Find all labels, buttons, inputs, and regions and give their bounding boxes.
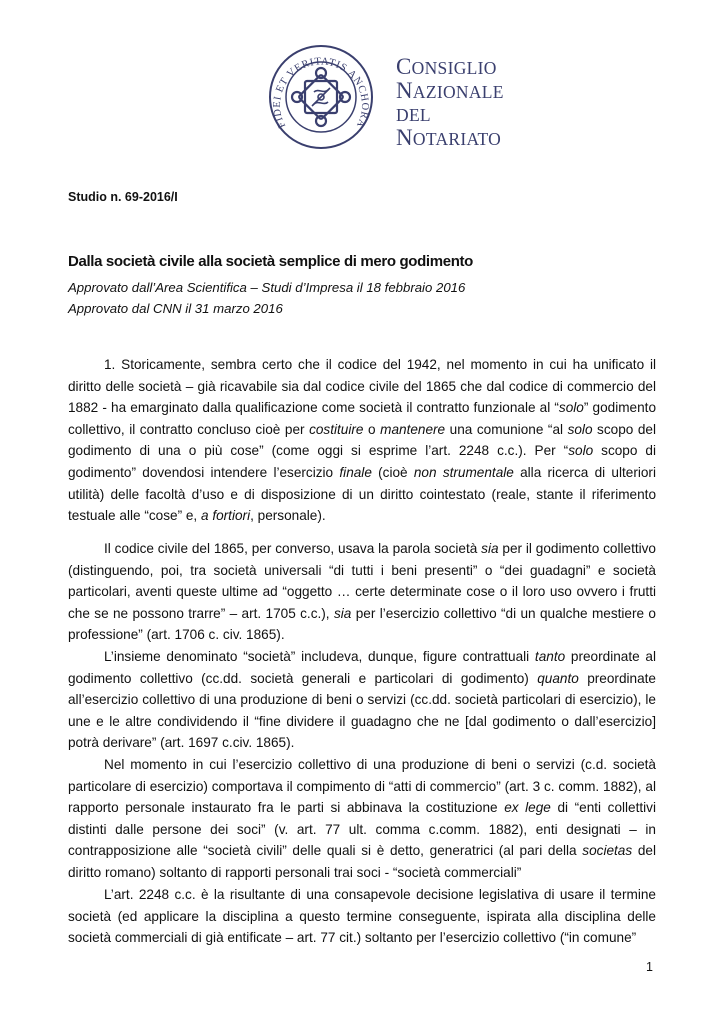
page-number: 1: [646, 960, 653, 974]
organization-name: [396, 56, 504, 150]
italic-text: solo: [567, 421, 593, 437]
org-line-1: CONSIGLIO: [396, 54, 497, 79]
italic-text: costituire: [309, 421, 364, 437]
paragraph: 1. Storicamente, sembra certo che il codice del 1942, nel momento in cui ha unificato il diritto delle società – già ricavabile sia dal codice civile del 1865 che dal codice di commercio del 1882 - ha emarginato dalla qualificazione come società il contratto funzionale al “solo” godimento collettivo, il contratto concluso cioè per costituire o mantenere una comunione “al solo scopo del godimento di una o più cose” (come oggi si esprime l’art. 2248 c.c.). Per “solo scopo di godimento” dovendosi intendere l’esercizio finale (cioè non strumentale alla ricerca di ulteriori utilità) delle facoltà d’uso e di disposizione di un diritto cointestato (reale, stante il riferimento testuale alle “cose” e, a fortiori, personale).: [68, 357, 657, 524]
italic-text: sia: [333, 605, 352, 621]
italic-text: mantenere: [380, 421, 446, 437]
org-line-4: NOTARIATO: [396, 124, 502, 150]
italic-text: solo: [558, 400, 584, 416]
italic-text: sia: [481, 541, 499, 556]
italic-text: a fortiori: [200, 508, 251, 524]
italic-text: non strumentale: [413, 464, 514, 480]
seal-motto: FIDEI ET VERITATIS ANCHORA: [271, 56, 371, 130]
italic-text: societas: [582, 843, 633, 859]
italic-text: quanto: [537, 670, 579, 686]
body-text-block-1: [68, 354, 656, 527]
italic-text: ex lege: [504, 800, 551, 816]
org-line-2: NAZIONALE: [396, 77, 504, 103]
paragraph: L’art. 2248 c.c. è la risultante di una consapevole decisione legislativa di usare il termine società (ed applicare la disciplina a questo termine conseguente, ispirata alla disciplina delle società commerciali di già entificate – art. 77 cit.) soltanto per l’esercizio collettivo (“in comune”: [68, 887, 656, 946]
cnn-seal-logo: [268, 44, 374, 150]
italic-text: finale: [339, 464, 372, 480]
body-text-block-2: [68, 538, 656, 884]
paragraph: Nel momento in cui l’esercizio collettivo di una produzione di beni o servizi (c.d. società particolare di esercizio) comportava il compimento di “atti di commercio” (art. 3 c. comm. 1882), al rapporto personale instaurato fra le parti si abbinava la costituzione ex lege di “enti collettivi distinti dalle persone dei soci” (v. art. 77 ult. comma c.comm. 1882), enti designati – in contrapposizione alle “società civili” delle quali si è detto, generatrici (al pari della societas del diritto romano) soltanto di rapporti personali trai soci - “società commerciali”: [68, 756, 657, 880]
body-text-block-3: [68, 884, 656, 949]
italic-text: solo: [568, 443, 594, 459]
study-number: Studio n. 69-2016/I: [68, 190, 178, 204]
paragraph: L’insieme denominato “società” includeva, dunque, figure contrattuali tanto preordinate al godimento collettivo (cc.dd. società generali e particolari di godimento) quanto preordinate all’esercizio collettivo di una produzione di beni o servizi (cc.dd. società particolari di esercizio), le une e le altre condividendo il “fine dividere il guadagno che ne [dal godimento o dall’esercizio] potrà derivare” (art. 1697 c.civ. 1865).: [68, 648, 657, 751]
org-line-3: DEL: [396, 105, 431, 125]
approval-line-2: Approvato dal CNN il 31 marzo 2016: [68, 301, 283, 316]
approval-line-1: Approvato dall’Area Scientifica – Studi d’Impresa il 18 febbraio 2016: [68, 280, 466, 295]
document-title: Dalla società civile alla società semplice di mero godimento: [68, 253, 473, 270]
paragraph: Il codice civile del 1865, per converso, usava la parola società sia per il godimento collettivo (distinguendo, poi, tra società universali “di tutti i beni presenti” o “dei guadagni” e società particolari, aventi queste ultime ad “oggetto … certe determinate cose o il loro uso ovvero i frutti che se ne possono trarre” – art. 1705 c.c.), sia per l’esercizio collettivo “di un qualche mestiere o professione” (art. 1706 c. civ. 1865).: [68, 541, 656, 643]
italic-text: tanto: [534, 648, 566, 664]
